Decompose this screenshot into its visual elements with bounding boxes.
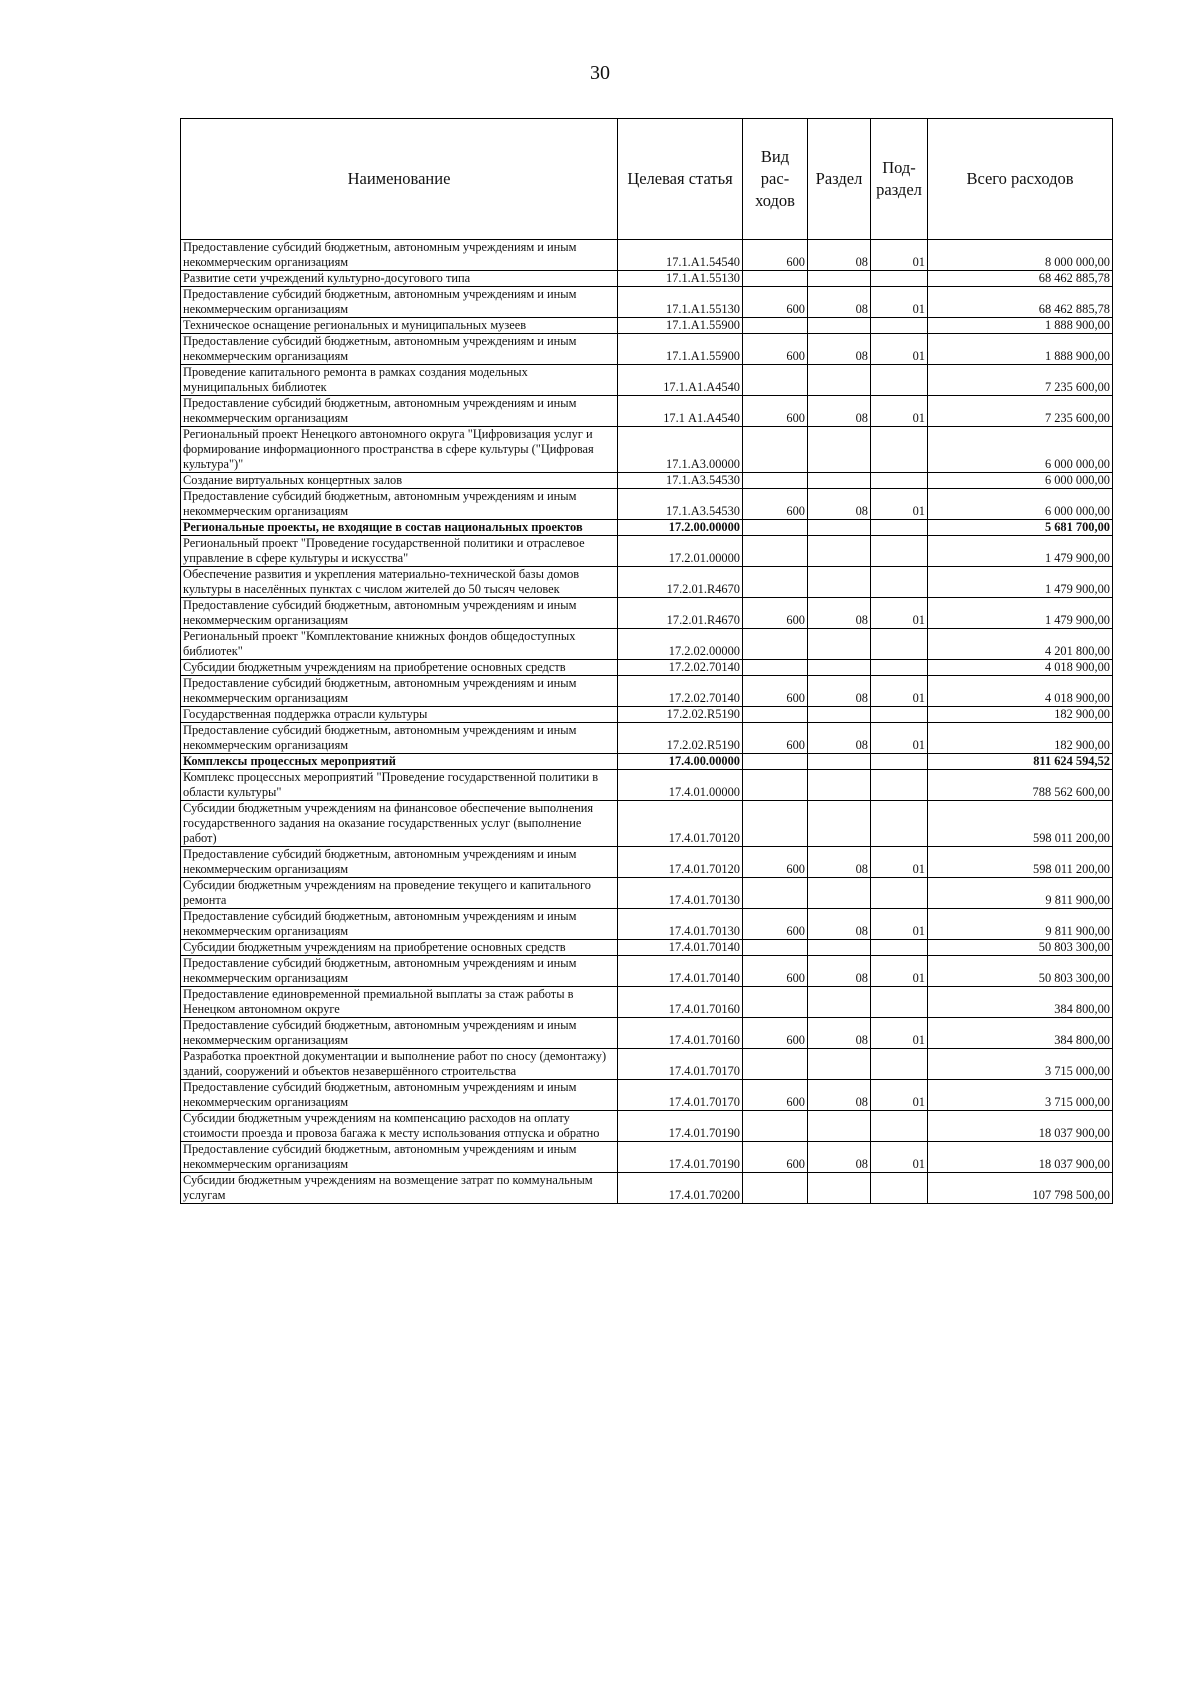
row-target-article-cell: 17.4.00.00000 [618, 754, 743, 770]
row-subsection-cell [871, 365, 928, 396]
row-subsection-cell [871, 520, 928, 536]
row-target-article-cell: 17.4.01.70140 [618, 940, 743, 956]
table-row [181, 271, 1113, 287]
row-section-cell [808, 1173, 871, 1204]
row-section-cell [808, 318, 871, 334]
row-subsection-cell: 01 [871, 334, 928, 365]
table-row [181, 707, 1113, 723]
row-total-cell: 9 811 900,00 [928, 909, 1113, 940]
row-total-cell: 3 715 000,00 [928, 1080, 1113, 1111]
row-name-cell: Комплекс процессных мероприятий "Проведение государственной политики в области культуры" [181, 770, 618, 801]
row-name-cell: Предоставление субсидий бюджетным, автономным учреждениям и иным некоммерческим организациям [181, 396, 618, 427]
row-expense-type-cell [743, 365, 808, 396]
row-total-cell: 68 462 885,78 [928, 271, 1113, 287]
row-section-cell [808, 940, 871, 956]
row-total-cell: 4 201 800,00 [928, 629, 1113, 660]
table-row [181, 1080, 1113, 1111]
row-subsection-cell [871, 1049, 928, 1080]
row-expense-type-cell: 600 [743, 956, 808, 987]
row-expense-type-cell: 600 [743, 489, 808, 520]
row-target-article-cell: 17.1 А1.А4540 [618, 396, 743, 427]
table-row [181, 909, 1113, 940]
row-expense-type-cell [743, 567, 808, 598]
row-subsection-cell [871, 1111, 928, 1142]
row-name-cell: Предоставление субсидий бюджетным, автономным учреждениям и иным некоммерческим организациям [181, 240, 618, 271]
header-subsection [871, 119, 928, 240]
row-expense-type-cell [743, 754, 808, 770]
table-row [181, 723, 1113, 754]
table-row [181, 940, 1113, 956]
row-target-article-cell: 17.4.01.70140 [618, 956, 743, 987]
row-section-cell: 08 [808, 598, 871, 629]
row-target-article-cell: 17.2.02.70140 [618, 660, 743, 676]
row-expense-type-cell [743, 660, 808, 676]
row-target-article-cell: 17.2.02.00000 [618, 629, 743, 660]
table-row [181, 473, 1113, 489]
row-name-cell: Создание виртуальных концертных залов [181, 473, 618, 489]
table-row [181, 676, 1113, 707]
row-expense-type-cell [743, 707, 808, 723]
table-row [181, 334, 1113, 365]
row-section-cell: 08 [808, 909, 871, 940]
row-target-article-cell: 17.2.00.00000 [618, 520, 743, 536]
row-subsection-cell: 01 [871, 909, 928, 940]
row-expense-type-cell [743, 770, 808, 801]
row-section-cell: 08 [808, 847, 871, 878]
row-subsection-cell [871, 878, 928, 909]
row-name-cell: Предоставление субсидий бюджетным, автономным учреждениям и иным некоммерческим организациям [181, 1142, 618, 1173]
header-total: Всего расходов [928, 119, 1113, 240]
table-row [181, 1142, 1113, 1173]
row-section-cell: 08 [808, 1142, 871, 1173]
row-section-cell: 08 [808, 489, 871, 520]
row-target-article-cell: 17.1.А1.А4540 [618, 365, 743, 396]
row-expense-type-cell: 600 [743, 909, 808, 940]
row-name-cell: Обеспечение развития и укрепления материально-технической базы домов культуры в населённых пунктах с числом жителей до 50 тысяч человек [181, 567, 618, 598]
row-name-cell: Проведение капитального ремонта в рамках создания модельных муниципальных библиотек [181, 365, 618, 396]
row-target-article-cell: 17.2.01.00000 [618, 536, 743, 567]
row-total-cell: 68 462 885,78 [928, 287, 1113, 318]
table-row [181, 1049, 1113, 1080]
row-total-cell: 1 479 900,00 [928, 536, 1113, 567]
row-expense-type-cell: 600 [743, 334, 808, 365]
row-name-cell: Субсидии бюджетным учреждениям на проведение текущего и капитального ремонта [181, 878, 618, 909]
row-total-cell: 182 900,00 [928, 723, 1113, 754]
row-subsection-cell: 01 [871, 1142, 928, 1173]
row-total-cell: 50 803 300,00 [928, 940, 1113, 956]
row-total-cell: 788 562 600,00 [928, 770, 1113, 801]
row-expense-type-cell: 600 [743, 847, 808, 878]
table-header-row [181, 119, 1113, 240]
row-section-cell [808, 1049, 871, 1080]
row-expense-type-cell [743, 1111, 808, 1142]
row-subsection-cell: 01 [871, 676, 928, 707]
row-target-article-cell: 17.1.А1.55130 [618, 287, 743, 318]
header-target-article: Целевая статья [618, 119, 743, 240]
row-expense-type-cell [743, 940, 808, 956]
budget-table [180, 118, 1113, 1204]
row-name-cell: Техническое оснащение региональных и муниципальных музеев [181, 318, 618, 334]
row-section-cell: 08 [808, 1018, 871, 1049]
table-row [181, 365, 1113, 396]
row-subsection-cell: 01 [871, 956, 928, 987]
row-total-cell: 7 235 600,00 [928, 396, 1113, 427]
row-expense-type-cell: 600 [743, 240, 808, 271]
row-name-cell: Субсидии бюджетным учреждениям на возмещение затрат по коммунальным услугам [181, 1173, 618, 1204]
row-subsection-cell [871, 660, 928, 676]
row-section-cell: 08 [808, 676, 871, 707]
table-row [181, 754, 1113, 770]
row-total-cell: 1 479 900,00 [928, 598, 1113, 629]
row-name-cell: Предоставление субсидий бюджетным, автономным учреждениям и иным некоммерческим организациям [181, 909, 618, 940]
row-section-cell: 08 [808, 1080, 871, 1111]
row-name-cell: Разработка проектной документации и выполнение работ по сносу (демонтажу) зданий, сооружений и объектов незавершённого строительства [181, 1049, 618, 1080]
row-subsection-cell [871, 1173, 928, 1204]
table-row [181, 878, 1113, 909]
row-expense-type-cell: 600 [743, 676, 808, 707]
row-section-cell [808, 770, 871, 801]
row-name-cell: Предоставление субсидий бюджетным, автономным учреждениям и иным некоммерческим организациям [181, 676, 618, 707]
header-expense-type-line1: Вид [760, 147, 790, 166]
row-subsection-cell [871, 427, 928, 473]
row-target-article-cell: 17.2.02.70140 [618, 676, 743, 707]
table-row [181, 660, 1113, 676]
row-total-cell: 598 011 200,00 [928, 801, 1113, 847]
row-total-cell: 8 000 000,00 [928, 240, 1113, 271]
row-total-cell: 9 811 900,00 [928, 878, 1113, 909]
row-name-cell: Региональные проекты, не входящие в состав национальных проектов [181, 520, 618, 536]
row-subsection-cell [871, 567, 928, 598]
row-target-article-cell: 17.2.01.R4670 [618, 598, 743, 629]
row-expense-type-cell: 600 [743, 723, 808, 754]
row-name-cell: Региональный проект Ненецкого автономного округа "Цифровизация услуг и формирование информационного пространства в сфере культуры ("Цифровая культура")" [181, 427, 618, 473]
row-subsection-cell [871, 707, 928, 723]
row-total-cell: 182 900,00 [928, 707, 1113, 723]
row-total-cell: 811 624 594,52 [928, 754, 1113, 770]
table-row [181, 567, 1113, 598]
row-name-cell: Региональный проект "Проведение государственной политики и отраслевое управление в сфере культуры и искусства" [181, 536, 618, 567]
row-section-cell [808, 1111, 871, 1142]
table-row [181, 1018, 1113, 1049]
row-name-cell: Предоставление субсидий бюджетным, автономным учреждениям и иным некоммерческим организациям [181, 598, 618, 629]
row-expense-type-cell [743, 1049, 808, 1080]
table-row [181, 629, 1113, 660]
row-expense-type-cell: 600 [743, 1018, 808, 1049]
row-total-cell: 4 018 900,00 [928, 660, 1113, 676]
row-name-cell: Предоставление единовременной премиальной выплаты за стаж работы в Ненецком автономном округе [181, 987, 618, 1018]
row-target-article-cell: 17.4.01.70120 [618, 801, 743, 847]
row-total-cell: 7 235 600,00 [928, 365, 1113, 396]
table-row [181, 598, 1113, 629]
row-total-cell: 4 018 900,00 [928, 676, 1113, 707]
row-target-article-cell: 17.1.А3.54530 [618, 473, 743, 489]
row-expense-type-cell [743, 987, 808, 1018]
row-section-cell [808, 365, 871, 396]
page-number: 30 [590, 62, 610, 84]
row-section-cell [808, 660, 871, 676]
row-name-cell: Региональный проект "Комплектование книжных фондов общедоступных библиотек" [181, 629, 618, 660]
table-body [181, 240, 1113, 1204]
row-subsection-cell [871, 271, 928, 287]
row-name-cell: Государственная поддержка отрасли культуры [181, 707, 618, 723]
row-target-article-cell: 17.1.А3.54530 [618, 489, 743, 520]
table-row [181, 987, 1113, 1018]
row-target-article-cell: 17.2.02.R5190 [618, 723, 743, 754]
row-name-cell: Субсидии бюджетным учреждениям на финансовое обеспечение выполнения государственного задания на оказание государственных услуг (выполнение работ) [181, 801, 618, 847]
row-name-cell: Предоставление субсидий бюджетным, автономным учреждениям и иным некоммерческим организациям [181, 847, 618, 878]
row-total-cell: 1 888 900,00 [928, 334, 1113, 365]
row-subsection-cell [871, 473, 928, 489]
row-total-cell: 50 803 300,00 [928, 956, 1113, 987]
row-name-cell: Субсидии бюджетным учреждениям на компенсацию расходов на оплату стоимости проезда и провоза багажа к месту использования отпуска и обратно [181, 1111, 618, 1142]
row-expense-type-cell: 600 [743, 1080, 808, 1111]
table-row [181, 287, 1113, 318]
row-subsection-cell: 01 [871, 489, 928, 520]
row-name-cell: Предоставление субсидий бюджетным, автономным учреждениям и иным некоммерческим организациям [181, 489, 618, 520]
header-name: Наименование [181, 119, 618, 240]
row-subsection-cell: 01 [871, 723, 928, 754]
row-expense-type-cell [743, 1173, 808, 1204]
row-subsection-cell [871, 940, 928, 956]
row-target-article-cell: 17.4.01.70200 [618, 1173, 743, 1204]
header-expense-type [743, 119, 808, 240]
row-name-cell: Предоставление субсидий бюджетным, автономным учреждениям и иным некоммерческим организациям [181, 723, 618, 754]
row-target-article-cell: 17.1.А1.55900 [618, 334, 743, 365]
row-expense-type-cell: 600 [743, 396, 808, 427]
row-expense-type-cell: 600 [743, 598, 808, 629]
table-row [181, 801, 1113, 847]
header-expense-type-line3: ходов [755, 191, 795, 210]
row-target-article-cell: 17.4.01.70170 [618, 1080, 743, 1111]
row-expense-type-cell [743, 801, 808, 847]
row-name-cell: Комплексы процессных мероприятий [181, 754, 618, 770]
header-subsection-line1: Под- [882, 158, 916, 177]
row-section-cell: 08 [808, 240, 871, 271]
row-subsection-cell [871, 770, 928, 801]
table-row [181, 240, 1113, 271]
row-target-article-cell: 17.4.01.70160 [618, 987, 743, 1018]
row-total-cell: 384 800,00 [928, 1018, 1113, 1049]
row-target-article-cell: 17.4.01.70190 [618, 1111, 743, 1142]
table-row [181, 520, 1113, 536]
row-expense-type-cell [743, 271, 808, 287]
row-total-cell: 107 798 500,00 [928, 1173, 1113, 1204]
row-name-cell: Субсидии бюджетным учреждениям на приобретение основных средств [181, 940, 618, 956]
table-row [181, 770, 1113, 801]
row-section-cell [808, 271, 871, 287]
row-subsection-cell: 01 [871, 598, 928, 629]
row-name-cell: Предоставление субсидий бюджетным, автономным учреждениям и иным некоммерческим организациям [181, 1018, 618, 1049]
row-target-article-cell: 17.1.А1.55130 [618, 271, 743, 287]
row-total-cell: 18 037 900,00 [928, 1111, 1113, 1142]
row-section-cell [808, 754, 871, 770]
row-subsection-cell [871, 536, 928, 567]
row-section-cell: 08 [808, 396, 871, 427]
row-total-cell: 3 715 000,00 [928, 1049, 1113, 1080]
table-row [181, 427, 1113, 473]
row-section-cell: 08 [808, 287, 871, 318]
row-name-cell: Предоставление субсидий бюджетным, автономным учреждениям и иным некоммерческим организациям [181, 334, 618, 365]
table-row [181, 847, 1113, 878]
row-expense-type-cell [743, 536, 808, 567]
row-subsection-cell: 01 [871, 1018, 928, 1049]
table-row [181, 318, 1113, 334]
row-total-cell: 6 000 000,00 [928, 427, 1113, 473]
row-expense-type-cell [743, 473, 808, 489]
row-subsection-cell: 01 [871, 847, 928, 878]
row-subsection-cell [871, 754, 928, 770]
row-expense-type-cell [743, 318, 808, 334]
header-subsection-line2: раздел [876, 180, 922, 199]
row-expense-type-cell: 600 [743, 287, 808, 318]
table-row [181, 489, 1113, 520]
header-section: Раздел [808, 119, 871, 240]
row-target-article-cell: 17.4.01.70190 [618, 1142, 743, 1173]
row-target-article-cell: 17.2.02.R5190 [618, 707, 743, 723]
row-expense-type-cell [743, 520, 808, 536]
row-section-cell: 08 [808, 334, 871, 365]
row-subsection-cell: 01 [871, 287, 928, 318]
row-subsection-cell: 01 [871, 1080, 928, 1111]
row-subsection-cell [871, 629, 928, 660]
row-subsection-cell: 01 [871, 240, 928, 271]
row-section-cell [808, 629, 871, 660]
row-section-cell: 08 [808, 956, 871, 987]
row-total-cell: 18 037 900,00 [928, 1142, 1113, 1173]
row-target-article-cell: 17.4.01.70120 [618, 847, 743, 878]
row-expense-type-cell [743, 878, 808, 909]
row-name-cell: Развитие сети учреждений культурно-досугового типа [181, 271, 618, 287]
table-row [181, 1111, 1113, 1142]
row-target-article-cell: 17.2.01.R4670 [618, 567, 743, 598]
row-name-cell: Субсидии бюджетным учреждениям на приобретение основных средств [181, 660, 618, 676]
row-total-cell: 384 800,00 [928, 987, 1113, 1018]
header-expense-type-line2: рас- [760, 169, 790, 188]
row-total-cell: 1 479 900,00 [928, 567, 1113, 598]
row-total-cell: 6 000 000,00 [928, 473, 1113, 489]
row-name-cell: Предоставление субсидий бюджетным, автономным учреждениям и иным некоммерческим организациям [181, 1080, 618, 1111]
row-section-cell [808, 878, 871, 909]
row-section-cell [808, 567, 871, 598]
row-total-cell: 1 888 900,00 [928, 318, 1113, 334]
row-target-article-cell: 17.4.01.70170 [618, 1049, 743, 1080]
table-row [181, 1173, 1113, 1204]
row-target-article-cell: 17.4.01.00000 [618, 770, 743, 801]
row-total-cell: 5 681 700,00 [928, 520, 1113, 536]
row-target-article-cell: 17.4.01.70160 [618, 1018, 743, 1049]
row-section-cell [808, 987, 871, 1018]
row-target-article-cell: 17.1.А3.00000 [618, 427, 743, 473]
row-target-article-cell: 17.4.01.70130 [618, 878, 743, 909]
row-subsection-cell: 01 [871, 396, 928, 427]
row-name-cell: Предоставление субсидий бюджетным, автономным учреждениям и иным некоммерческим организациям [181, 956, 618, 987]
row-subsection-cell [871, 987, 928, 1018]
row-section-cell [808, 427, 871, 473]
row-section-cell: 08 [808, 723, 871, 754]
row-expense-type-cell [743, 629, 808, 660]
row-section-cell [808, 536, 871, 567]
row-total-cell: 598 011 200,00 [928, 847, 1113, 878]
row-target-article-cell: 17.1.А1.55900 [618, 318, 743, 334]
row-section-cell [808, 801, 871, 847]
row-name-cell: Предоставление субсидий бюджетным, автономным учреждениям и иным некоммерческим организациям [181, 287, 618, 318]
table-row [181, 396, 1113, 427]
row-total-cell: 6 000 000,00 [928, 489, 1113, 520]
row-target-article-cell: 17.1.А1.54540 [618, 240, 743, 271]
row-section-cell [808, 473, 871, 489]
row-expense-type-cell [743, 427, 808, 473]
table-row [181, 536, 1113, 567]
row-expense-type-cell: 600 [743, 1142, 808, 1173]
table-row [181, 956, 1113, 987]
row-subsection-cell [871, 801, 928, 847]
row-section-cell [808, 707, 871, 723]
row-target-article-cell: 17.4.01.70130 [618, 909, 743, 940]
row-section-cell [808, 520, 871, 536]
row-subsection-cell [871, 318, 928, 334]
